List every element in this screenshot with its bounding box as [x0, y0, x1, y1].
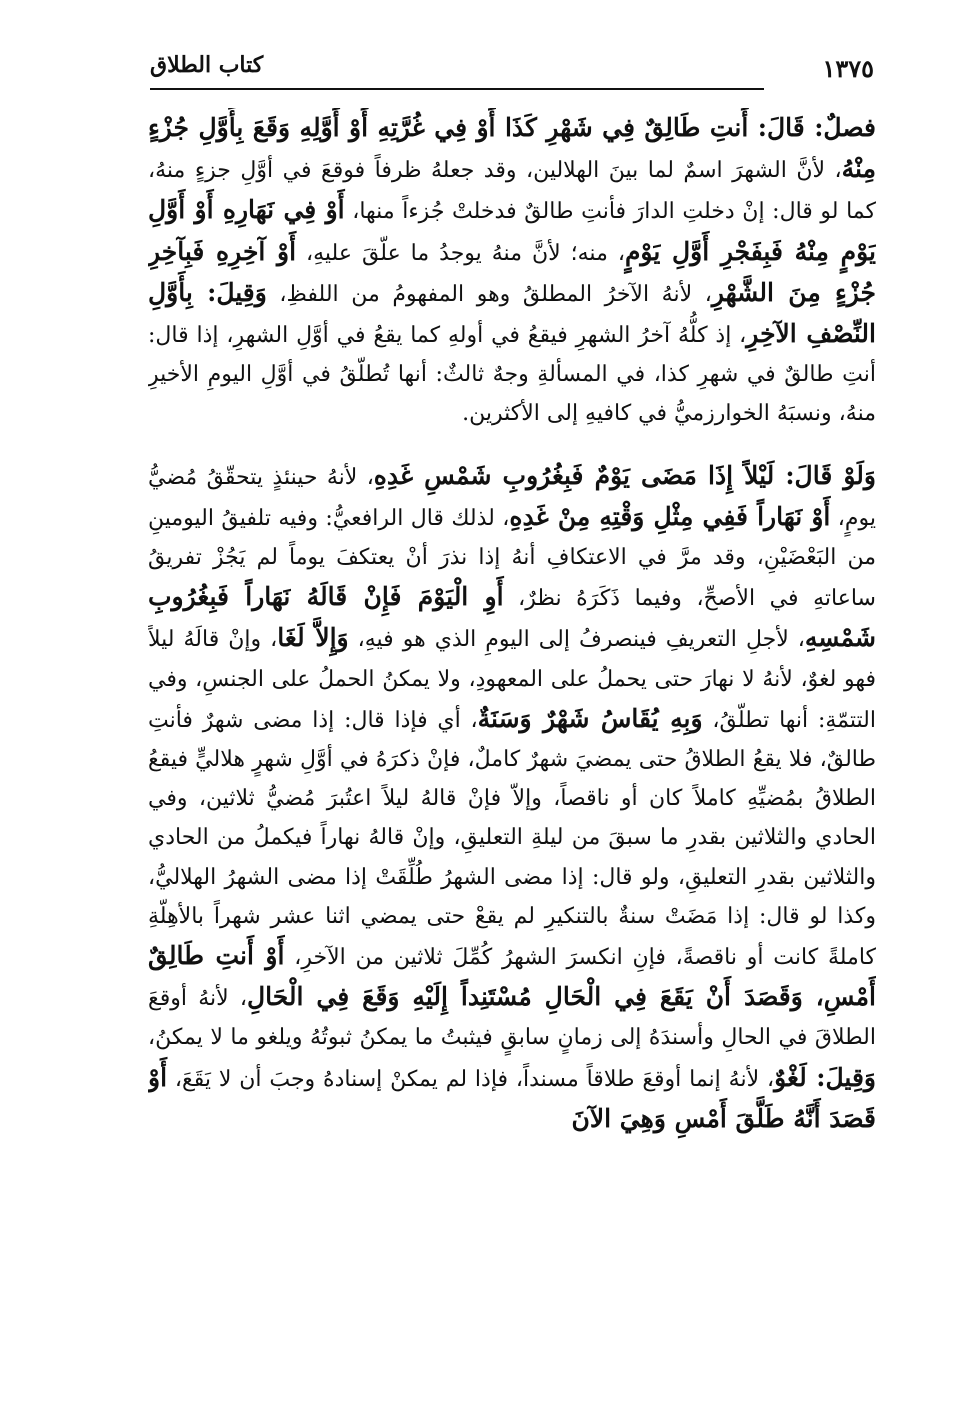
- paragraph-1: [148, 108, 876, 434]
- matn-text: فصلٌ: قَالَ: أَنتِ طَالِقٌ فِي شَهْرِ كَذَا أَوْ فِي غُرَّتِهِ أَوْ أَوَّلِهِ وَقَعَ بِأَوَّلِ جُزْءٍ مِنْهُ: [148, 113, 876, 184]
- matn-text: أَوْ أَنتِ طَالِقٌ أَمْسِ، وَقَصَدَ أَنْ يَقَعَ فِي الْحَالِ مُسْتَنِداً إِلَيْهِ وَقَعَ فِي الْحَالِ: [148, 941, 876, 1012]
- matn-text: أَوْ نَهَاراً فَفِي مِثْلِ وَقْتِهِ مِنْ غَدِهِ: [509, 501, 831, 531]
- commentary-text: ، لأنهُ حينئذٍ يتحقّقُ مُضيُّ يومٍ،: [148, 464, 876, 531]
- matn-text: وَقِيلَ: بِأَوَّلِ النِّصْفِ الآخِرِ: [148, 277, 876, 349]
- matn-text: وَقِيلَ: لَغْوٌ: [774, 1062, 876, 1092]
- matn-text: وَإِلاَّ لَغَا: [277, 623, 349, 653]
- matn-text: وَلَوْ قَالَ: لَيْلاً إِذَا مَضَى يَوْمٌ فَبِغُرُوبِ شَمْسِ غَدِهِ: [373, 460, 876, 490]
- commentary-text: ، لأجلِ التعريفِ فينصرفُ إلى اليومِ الذي هو فيهِ،: [348, 627, 805, 653]
- commentary-text: ، لأنهُ أوقعَ الطلاقَ في الحالِ وأسندَهُ إلى زمانٍ سابقٍ فيثبتُ ما يمكنُ ثبوتُهُ ويلغو ما لا يمكنُ،: [148, 986, 876, 1051]
- page-number: ١٣٧٥: [822, 54, 874, 83]
- matn-text: أَوْ قَصَدَ أَنَّهُ طَلَّقَ أَمْسِ وَهِيَ الآنَ: [148, 1062, 876, 1133]
- commentary-text: ، لأنهُ إنما أوقعَ طلاقاً مسنداً، فإذا لم يمكنْ إسنادهُ وجبَ أن لا يَقَعَ،: [167, 1066, 775, 1092]
- commentary-text: ، لأنَّ الشهرَ اسمٌ لما بينَ الهلالين، وقد جعلهُ ظرفاً فوقعَ في أوَّلِ جزءٍ منهُ، كما لو قال: إنْ دخلتِ الدارَ فأنتِ طالقٌ فدخلتْ جُزءاً منها،: [148, 158, 876, 225]
- matn-text: أَوْ فِي نَهَارِهِ أَوْ أَوَّلِ يَوْمٍ مِنْهُ فَبِفَجْرِ أَوَّلِ يَوْمٍ: [148, 195, 876, 266]
- commentary-text: ، أي فإذا قال: إذا مضى شهرٌ فأنتِ طالقٌ، فلا يقعُ الطلاقُ حتى يمضيَ شهرٌ كاملٌ، فإنْ ذكرَهُ في أوَّلِ شهرٍ هلاليٍّ فيقعُ الطلاقُ بمُضيِّهِ كاملاً كان أو ناقصاً، وإلاّ فإنْ قالهُ ليلاً اعتُبرَ مُضيُّ ثلاثين، وفي الحادي والثلاثين بقدرِ ما سبقَ من ليلةِ التعليقِ، وإنْ قالهُ نهاراً فيكملُ من الحادي والثلاثين بقدرِ التعليقِ، ولو قال: إذا مضى الشهرُ طُلِّقَتْ إذا مضى الشهرُ الهلاليُّ، وكذا لو قال: إذا مَضَتْ سنةٌ بالتنكيرِ لم يقعْ حتى يمضي اثنا عشر شهراً بالأهِلّةِ كاملةً كانت أو ناقصةً، فإنِ انكسرَ الشهرُ كُمِّلَ ثلاثين من الآخرِ،: [148, 707, 876, 971]
- header-rule: [150, 88, 764, 90]
- running-head-book-title: كتاب الطلاق: [150, 52, 264, 78]
- commentary-text: ، وإنْ قالَهُ ليلاً فهو لغوٌ، لأنهُ لا نهارَ حتى يحملُ على المعهودِ، ولا يمكنُ الحملُ على الجنسِ، وفي التتمّةِ: أنها تطلّقُ،: [148, 627, 876, 733]
- matn-text: وَبِهِ يُقَاسُ شَهْرٌ وَسَنَةٌ: [477, 703, 703, 733]
- matn-text: أَوْ آخِرِهِ فَبِآخِرِ جُزْءٍ مِنَ الشَّهْرِ: [148, 236, 876, 307]
- commentary-text: ، إذ كلُّهُ آخرُ الشهرِ فيقعُ في أولهِ كما يقعُ في أوَّلِ الشهرِ، إذا قال: أنتِ طالقٌ في شهرِ كذا، في المسألةِ وجهٌ ثالثٌ: أنها تُطلّقُ في أوَّلِ اليومِ الأخيرِ منهُ، ونسبَهُ الخوارزميُّ في كافيهِ إلى الأكثرين.: [148, 323, 876, 427]
- commentary-text: ، منه؛ لأنَّ منهُ يوجدُ ما علّقَ عليهِ،: [296, 240, 625, 266]
- matn-text: أَوِ الْيَوْمَ فَإِنْ قَالَهُ نَهَاراً فَبِغُرُوبِ شَمْسِهِ: [148, 582, 876, 653]
- commentary-text: ، لأنهُ الآخرُ المطلقُ وهو المفهومُ من اللفظِ،: [266, 281, 712, 307]
- page-header: [150, 52, 874, 92]
- page-text: [148, 108, 876, 1318]
- commentary-text: ، لذلك قال الرافعيُّ: وفيه تلفيقُ اليومينِ من البَعْضَيْنِ، وقد مرَّ في الاعتكافِ أنهُ إذا نذرَ أنْ يعتكفَ يوماً لم يَجُزْ تفريقُ ساعاتهِ في الأصحِّ، وفيما ذَكَرَهُ نظرٌ،: [148, 505, 876, 612]
- paragraph-2: [148, 456, 876, 1140]
